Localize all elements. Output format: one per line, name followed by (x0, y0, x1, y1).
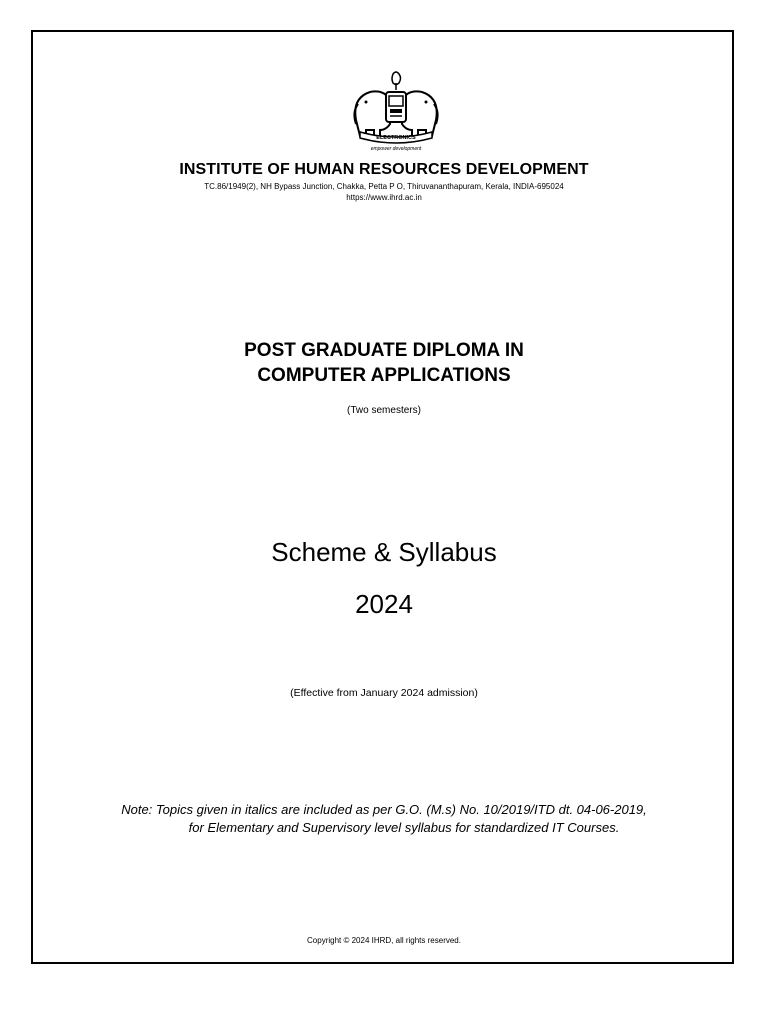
copyright-notice: Copyright © 2024 IHRD, all rights reserved. (307, 936, 461, 945)
program-title-line1: POST GRADUATE DIPLOMA IN (244, 340, 524, 361)
institute-name: INSTITUTE OF HUMAN RESOURCES DEVELOPMENT (179, 161, 589, 178)
institute-website: https://www.ihrd.ac.in (346, 193, 422, 202)
document-title: Scheme & Syllabus (271, 537, 497, 567)
note-line1: Note: Topics given in italics are included as per G.O. (M.s) No. 10/2019/ITD dt. 04-06-2019, (121, 802, 647, 817)
document-year: 2024 (355, 589, 413, 619)
effective-note: (Effective from January 2024 admission) (290, 687, 478, 699)
emblem-banner-text: ELECTRONICS (376, 135, 416, 141)
emblem-motto: empower development (370, 146, 422, 152)
institute-address: TC.86/1949(2), NH Bypass Junction, Chakka, Petta P O, Thiruvananthapuram, Kerala, INDIA-695024 (204, 182, 564, 191)
program-duration: (Two semesters) (347, 405, 421, 416)
ihrd-emblem-icon (346, 70, 446, 154)
program-title-line2: COMPUTER APPLICATIONS (257, 365, 511, 386)
note-line2: for Elementary and Supervisory level syllabus for standardized IT Courses. (188, 820, 620, 835)
